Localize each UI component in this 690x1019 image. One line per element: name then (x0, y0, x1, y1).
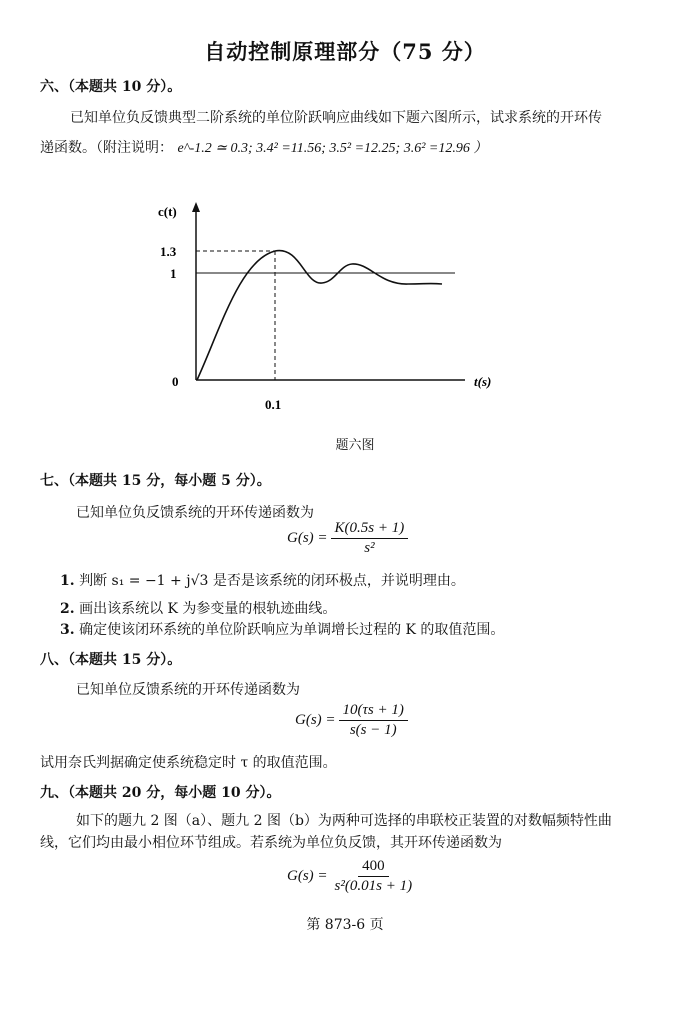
q8-transfer-function (295, 702, 408, 739)
q8-intro: 已知单位反馈系统的开环传递函数为 (76, 682, 300, 698)
q9-transfer-function (287, 858, 416, 895)
q9-g-numerator: 400 (358, 858, 389, 877)
q7-item-3 (60, 619, 504, 639)
q6-step-response-figure (140, 190, 520, 420)
q6-text-line1: 已知单位负反馈典型二阶系统的单位阶跃响应曲线如下题六图所示，试求系统的开环传 (70, 110, 602, 126)
q9-text-line2: 线，它们均由最小相位环节组成。若系统为单位负反馈，其开环传递函数为 (40, 835, 502, 851)
q7-intro: 已知单位负反馈系统的开环传递函数为 (76, 505, 314, 521)
q7-item-2 (60, 598, 336, 618)
q7-transfer-function (287, 520, 408, 557)
q9-header: 九、（本题共 20 分，每小题 10 分）。 (40, 785, 281, 801)
q6-figure-caption: 题六图 (335, 438, 375, 453)
q7-g-lhs: G(s) = (287, 530, 328, 546)
q8-question: 试用奈氏判据确定使系统稳定时 τ 的取值范围。 (40, 755, 337, 771)
q7-header: 七、（本题共 15 分，每小题 5 分）。 (40, 473, 271, 489)
q6-note: e^-1.2 ≃ 0.3; 3.4² =11.56; 3.5² =12.25; 3.6² =12.96 ） (177, 141, 488, 156)
peak-value-label: 1.3 (160, 244, 177, 259)
steady-value-label: 1 (170, 266, 177, 281)
item-text: 判断 s₁ = −1 + j√3 是否是该系统的闭环极点，并说明理由。 (79, 573, 465, 589)
page-title: 自动控制原理部分（75 分） (204, 39, 486, 64)
q6-header: 六、（本题共 10 分）。 (40, 79, 182, 95)
item-text: 画出该系统以 K 为参变量的根轨迹曲线。 (79, 601, 337, 617)
q7-g-denominator: s² (364, 540, 375, 556)
item-number: 3. (60, 622, 75, 638)
item-text: 确定使该闭环系统的单位阶跃响应为单调增长过程的 K 的取值范围。 (79, 622, 505, 638)
q7-g-numerator: K(0.5s + 1) (331, 520, 409, 539)
q8-g-numerator: 10(τs + 1) (339, 702, 408, 721)
q6-text-line2 (40, 137, 487, 157)
x-axis-label: t(s) (474, 374, 492, 389)
q9-g-denominator: s²(0.01s + 1) (334, 878, 413, 894)
q9-text-line1: 如下的题九 2 图（a）、题九 2 图（b）为两种可选择的串联校正装置的对数幅频特性曲 (76, 813, 612, 829)
q9-g-lhs: G(s) = (287, 868, 328, 884)
item-number: 1. (60, 573, 75, 589)
page-number: 第 873-6 页 (306, 917, 384, 933)
response-curve (197, 251, 442, 380)
q6-text-line2-lead: 递函数。（附注说明： (40, 140, 173, 156)
q8-header: 八、（本题共 15 分）。 (40, 652, 182, 668)
q8-g-denominator: s(s − 1) (349, 722, 397, 738)
q8-g-lhs: G(s) = (295, 712, 336, 728)
item-number: 2. (60, 601, 75, 617)
q7-item-1 (60, 570, 465, 590)
y-axis-label: c(t) (158, 204, 177, 219)
peak-time-label: 0.1 (265, 397, 282, 412)
y-axis-arrow (192, 202, 200, 212)
origin-label: 0 (172, 374, 179, 389)
